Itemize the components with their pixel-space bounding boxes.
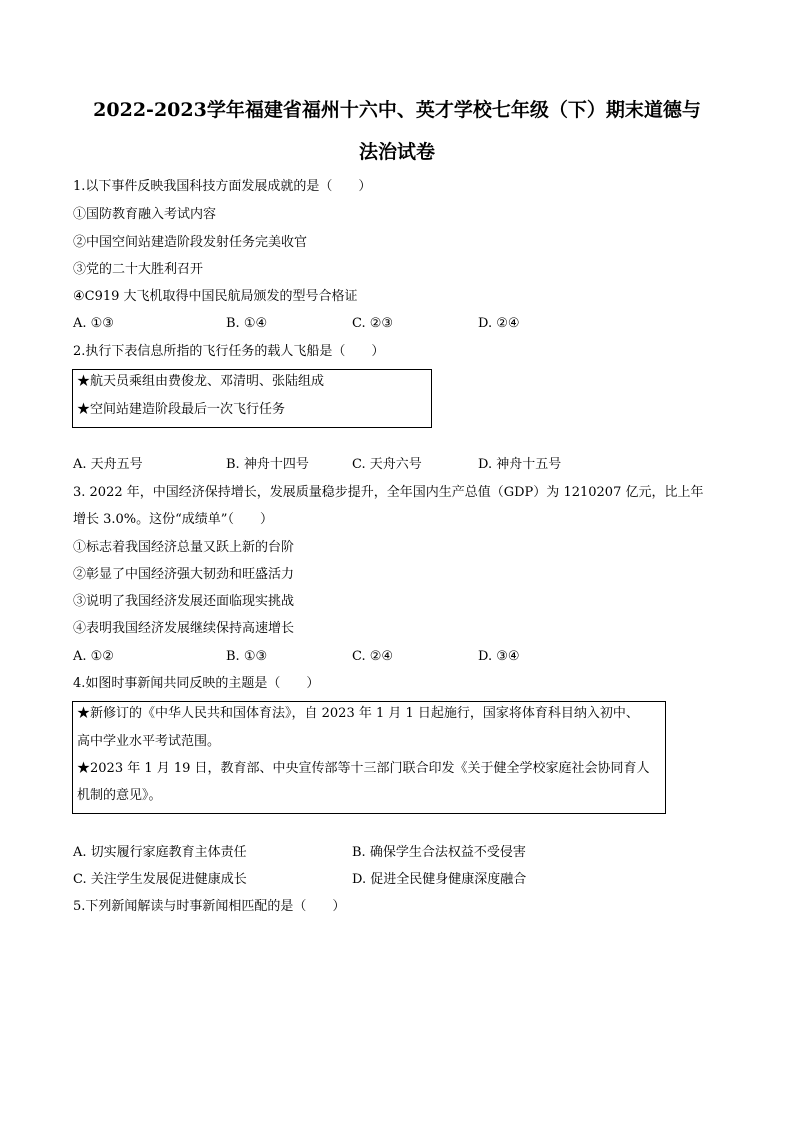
q4-box-line-4: 机制的意见》。 [77, 788, 162, 803]
q4-option-d: D. 促进全民健身健康深度融合 [352, 872, 527, 887]
q2-stem: 2.执行下表信息所指的飞行任务的载人飞船是（ ） [73, 344, 385, 359]
q3-item-4: ④表明我国经济发展继续保持高速增长 [73, 621, 295, 636]
q3-option-a: A. ①② [73, 649, 114, 664]
q3-option-b: B. ①③ [226, 649, 268, 664]
q3-item-2: ②彰显了中国经济强大韧劲和旺盛活力 [73, 567, 295, 582]
q4-option-a: A. 切实履行家庭教育主体责任 [73, 845, 247, 860]
q4-option-c: C. 关注学生发展促进健康成长 [73, 872, 247, 887]
q4-news-box [72, 701, 666, 814]
q1-item-2: ②中国空间站建造阶段发射任务完美收官 [73, 235, 308, 250]
q5-stem: 5.下列新闻解读与时事新闻相匹配的是（ ） [73, 899, 346, 914]
q1-item-1: ①国防教育融入考试内容 [73, 207, 217, 222]
q3-option-d: D. ③④ [478, 649, 520, 664]
q3-item-3: ③说明了我国经济发展还面临现实挑战 [73, 594, 295, 609]
q1-stem: 1.以下事件反映我国科技方面发展成就的是（ ） [73, 179, 372, 194]
q2-box-line-1: ★航天员乘组由费俊龙、邓清明、张陆组成 [77, 374, 325, 389]
q4-option-b: B. 确保学生合法权益不受侵害 [352, 845, 526, 860]
q3-stem-line-2: 增长 3.0%。这份“成绩单”（ ） [73, 512, 273, 527]
q4-stem: 4.如图时事新闻共同反映的主题是（ ） [73, 676, 320, 691]
page-title-line2: 法治试卷 [358, 141, 435, 163]
q3-item-1: ①标志着我国经济总量又跃上新的台阶 [73, 540, 295, 555]
q3-option-c: C. ②④ [352, 649, 394, 664]
page-title-line1: 2022-2023学年福建省福州十六中、英才学校七年级（下）期末道德与 [93, 99, 701, 121]
q3-stem-line-1: 3. 2022 年，中国经济保持增长，发展质量稳步提升，全年国内生产总值（GDP）为 1210207 亿元，比上年 [73, 485, 704, 500]
q4-box-line-2: 高中学业水平考试范围。 [77, 734, 221, 749]
q2-info-box [72, 369, 432, 428]
q2-box-line-2: ★空间站建造阶段最后一次飞行任务 [77, 402, 286, 417]
q1-option-a: A. ①③ [73, 316, 114, 331]
q1-item-4: ④C919 大飞机取得中国民航局颁发的型号合格证 [73, 289, 358, 304]
q2-option-a: A. 天舟五号 [73, 457, 143, 472]
q2-option-b: B. 神舟十四号 [226, 457, 309, 472]
q4-box-line-3: ★2023 年 1 月 19 日，教育部、中央宣传部等十三部门联合印发《关于健全学校家庭社会协同育人 [77, 761, 650, 776]
q1-option-b: B. ①④ [226, 316, 268, 331]
q1-option-c: C. ②③ [352, 316, 394, 331]
q1-item-3: ③党的二十大胜利召开 [73, 262, 204, 277]
q1-option-d: D. ②④ [478, 316, 520, 331]
q2-option-d: D. 神舟十五号 [478, 457, 562, 472]
q4-box-line-1: ★新修订的《中华人民共和国体育法》，自 2023 年 1 月 1 日起施行，国家将体育科目纳入初中、 [77, 706, 639, 721]
q2-option-c: C. 天舟六号 [352, 457, 422, 472]
